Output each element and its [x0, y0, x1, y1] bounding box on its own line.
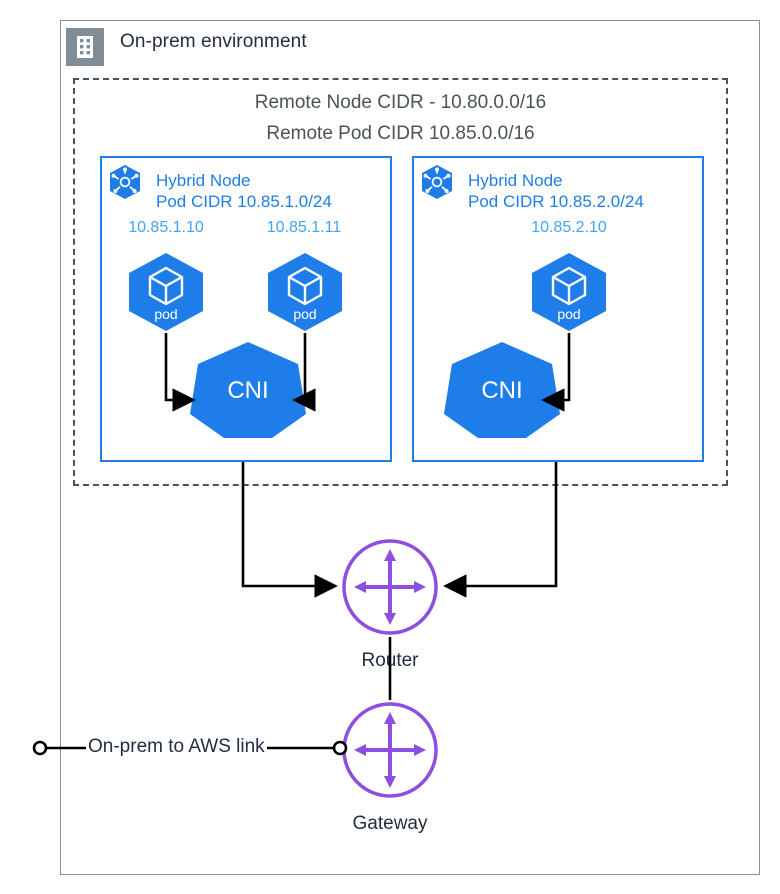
building-icon [66, 28, 104, 66]
svg-text:pod: pod [154, 306, 178, 322]
remote-node-cidr-label: Remote Node CIDR - 10.80.0.0/16 [254, 92, 547, 113]
hybrid-node-1-subtitle: Pod CIDR 10.85.1.0/24 [156, 192, 332, 211]
kubernetes-icon [416, 162, 458, 204]
hybrid-node-2-label [468, 170, 644, 212]
pod-cube-icon [264, 251, 346, 333]
gateway-label: Gateway [352, 813, 428, 834]
pod-ip-label: 10.85.1.10 [128, 219, 204, 236]
pod-ip-label: 10.85.1.11 [266, 219, 342, 236]
gateway-icon [340, 700, 440, 800]
pod-cube-icon [125, 251, 207, 333]
hybrid-node-2-subtitle: Pod CIDR 10.85.2.0/24 [468, 192, 644, 211]
svg-text:CNI: CNI [481, 377, 523, 404]
onprem-title: On-prem environment [120, 31, 307, 52]
cni-shape-node-2 [440, 340, 564, 440]
pod-ip-label: 10.85.2.10 [531, 219, 607, 236]
router-icon [340, 537, 440, 637]
router-label: Router [361, 650, 419, 671]
svg-text:pod: pod [557, 306, 581, 322]
svg-text:pod: pod [293, 306, 317, 322]
svg-text:CNI: CNI [227, 377, 269, 404]
kubernetes-icon [104, 162, 146, 204]
hybrid-node-2-title: Hybrid Node [468, 171, 563, 190]
pod-cube-icon [528, 251, 610, 333]
hybrid-node-1-title: Hybrid Node [156, 171, 251, 190]
remote-pod-cidr-label: Remote Pod CIDR 10.85.0.0/16 [266, 123, 535, 144]
onprem-to-aws-link-label: On-prem to AWS link [88, 736, 265, 757]
cni-shape-node-1 [186, 340, 310, 440]
hybrid-node-1-label [156, 170, 332, 212]
